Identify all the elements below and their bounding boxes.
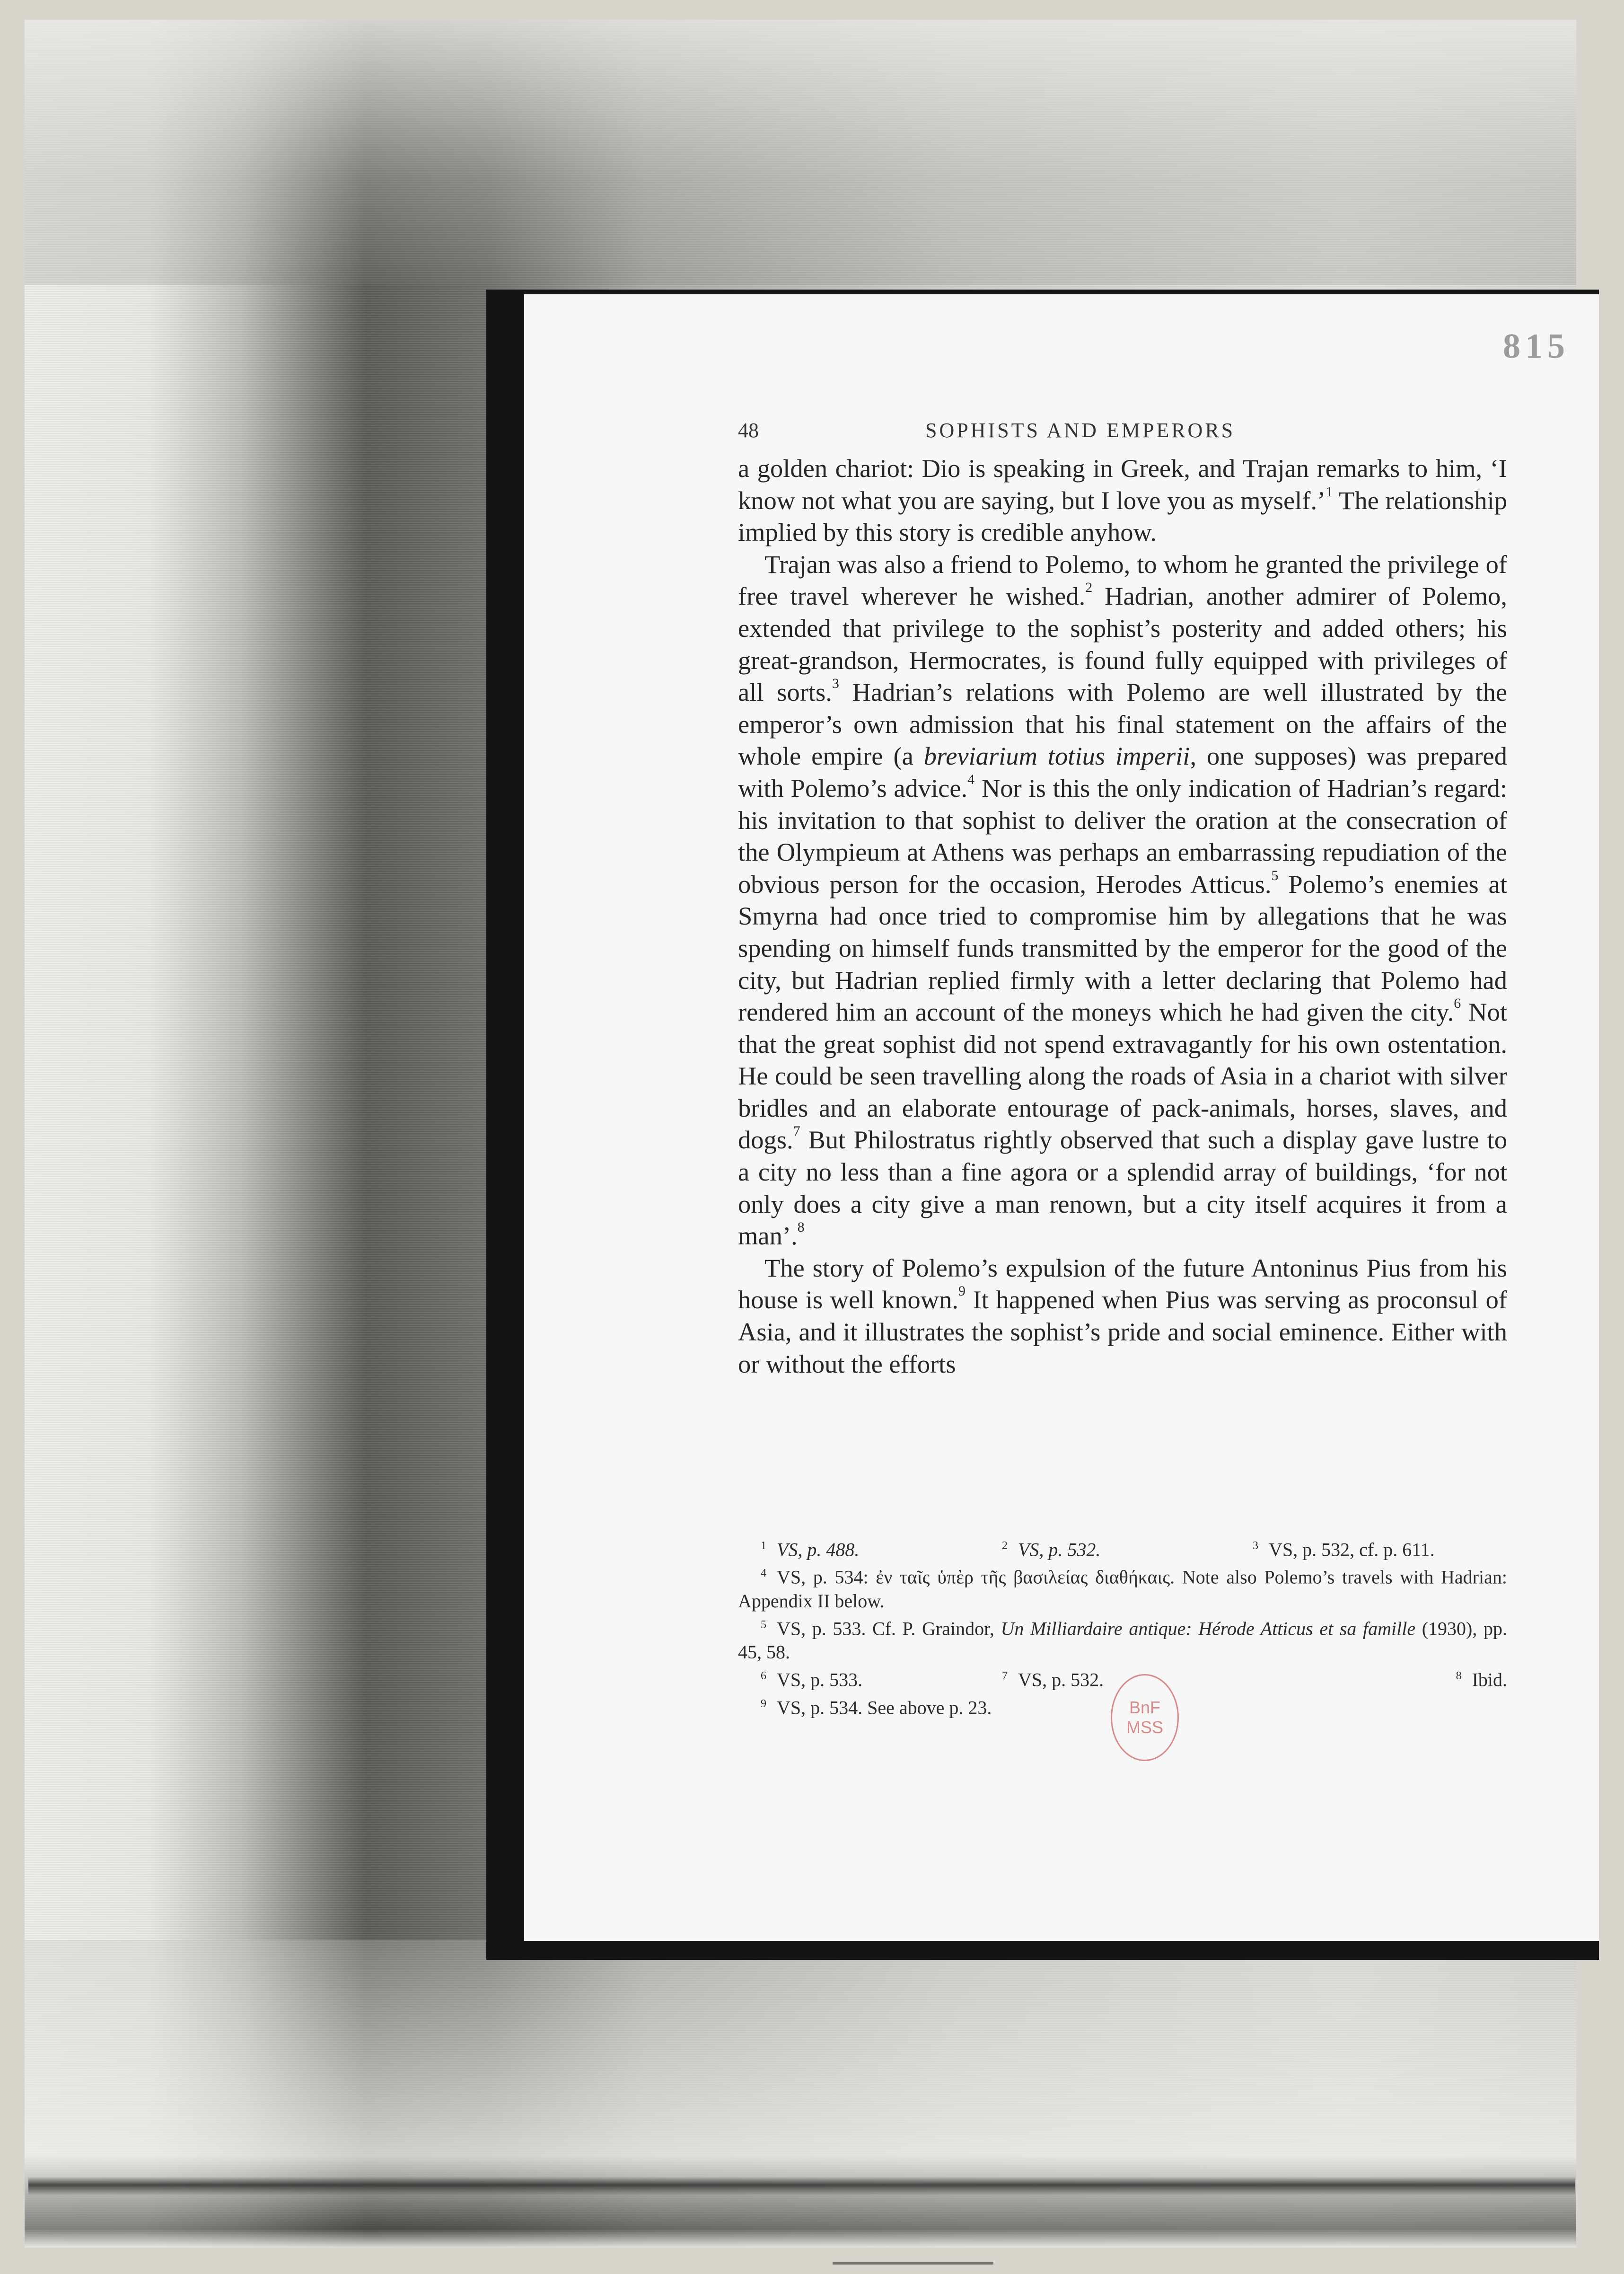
footnote-ref: 4 <box>967 771 975 787</box>
bottom-scrawl <box>833 2243 993 2265</box>
footnote-8: $^8$ Ibid. <box>1456 1669 1507 1691</box>
page-number: 48 <box>738 419 759 442</box>
running-head <box>738 418 1507 442</box>
library-stamp: BnF MSS <box>1111 1674 1179 1761</box>
paragraph-2: Trajan was also a friend to Polemo, to whom he granted the privilege of free travel wherever he wished.$^2$ Hadrian, another admirer of Polemo, extended that privilege to the sophist’s posterity and added others; his great-grandson, Hermocrates, is found fully equipped with privileges of all sorts.$^3$ Hadrian’s relations with Polemo are well illustrated by the emperor’s own admission that his final statement on the affairs of the whole empire (a breviarium totius imperii, one supposes) was prepared with Polemo’s advice.$^4$ Nor is this the only indication of Hadrian’s regard: his invitation to that sophist to deliver the oration at the consecration of the Olympieum at Athens was perhaps an embarrassing repudiation of the obvious person for the occasion, Herodes Atticus.$^5$ Polemo’s enemies at Smyrna had once tried to compromise him by allegations that he was spending on himself funds transmitted by the emperor for the good of the city, but Hadrian replied firmly with a letter declaring that Polemo had rendered him an account of the moneys which he had given the city.$^6$ Not that the great sophist did not spend extravagantly for his own ostentation. He could be seen travelling along the roads of Asia in a chariot with silver bridles and an elaborate entourage of pack-animals, horses, slaves, and dogs.$^7$ But Philostratus rightly observed that such a display gave lustre to a city no less than a fine agora or a splendid array of buildings, ‘for not only does a city give a man renown, but a city itself acquires it from a man’.$^8$ <box>738 549 1508 1251</box>
printed-page <box>524 294 1599 1941</box>
footnote-ref: 2 <box>1085 580 1093 596</box>
footnote-4: $^4$ VS, p. 534: ἐν ταῖς ὑπὲρ τῆς βασιλείας διαθήκαις. Note also Polemo’s travels with Hadrian: Appendix II below. <box>738 1566 1507 1612</box>
running-title: SOPHISTS AND EMPERORS <box>925 419 1236 442</box>
footnote-ref: 6 <box>1454 996 1461 1012</box>
photocopy-top-margin <box>25 20 1576 285</box>
footnote-6: $^6$ VS, p. 533. <box>761 1669 863 1691</box>
body-text <box>738 452 1507 1380</box>
footnote-5: $^5$ VS, p. 533. Cf. P. Graindor, Un Milliardaire antique: Hérode Atticus et sa famille (1930), pp. 45, 58. <box>738 1618 1507 1663</box>
photocopy-bottom-margin <box>25 1940 1576 2248</box>
footnote-2: $^2$ VS, p. 532. <box>1002 1539 1101 1560</box>
footnote-ref: 1 <box>1326 484 1333 500</box>
footnote-7: $^7$ VS, p. 532. <box>1002 1669 1104 1691</box>
footnote-ref: 9 <box>958 1283 966 1299</box>
footnote-ref: 7 <box>793 1123 800 1139</box>
footnote-ref: 8 <box>797 1219 805 1235</box>
footnote-3: $^3$ VS, p. 532, cf. p. 611. <box>1253 1539 1435 1560</box>
folio-number: 815 <box>1503 327 1570 366</box>
paragraph-3: The story of Polemo’s expulsion of the future Antoninus Pius from his house is well known.$^9$ It happened when Pius was serving as proconsul of Asia, and it illustrates the sophist’s pride and social eminence. Either with or without the efforts <box>738 1253 1507 1378</box>
footnote-9: $^9$ VS, p. 534. See above p. 23. <box>761 1696 992 1718</box>
paragraph-1: a golden chariot: Dio is speaking in Greek, and Trajan remarks to him, ‘I know not what you are saying, but I love you as myself.’$^1$ The relationship implied by this story is credible anyhow. <box>738 454 1507 547</box>
footnote-ref: 3 <box>832 676 839 692</box>
footnote-ref: 5 <box>1271 867 1279 883</box>
footnote-1: $^1$ VS, p. 488. <box>761 1539 860 1560</box>
photocopy-edge-line <box>28 2177 1575 2195</box>
latin-phrase: breviarium totius imperii <box>923 741 1190 771</box>
footnote-row-1 <box>738 1534 1507 1561</box>
